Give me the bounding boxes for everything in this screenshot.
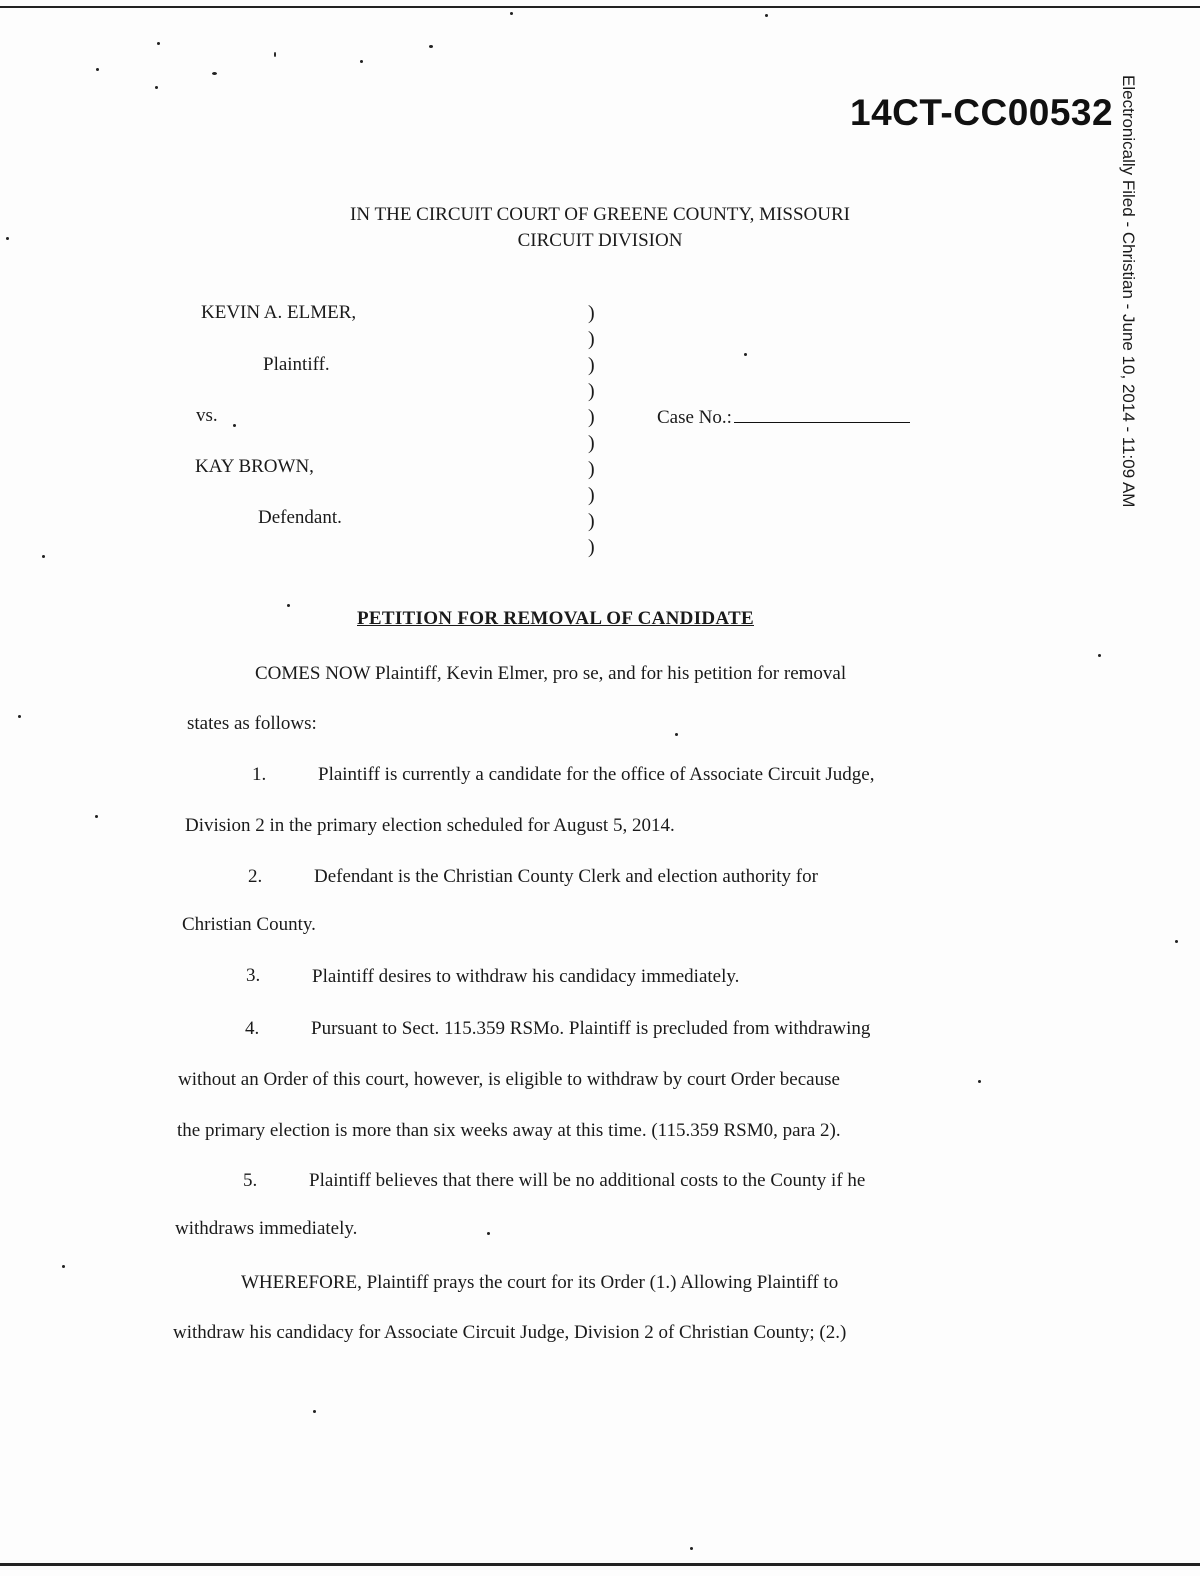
paragraph-number: 1. bbox=[252, 764, 267, 785]
versus-label: vs. bbox=[196, 405, 218, 426]
scan-speck bbox=[487, 1232, 490, 1235]
caption-parentheses: ) ) ) ) ) ) ) ) ) ) bbox=[588, 302, 595, 558]
court-heading-line1: IN THE CIRCUIT COURT OF GREENE COUNTY, MISSOURI bbox=[350, 204, 850, 225]
scan-speck bbox=[675, 733, 678, 736]
scan-speck bbox=[360, 60, 363, 63]
scan-speck bbox=[233, 424, 236, 427]
case-number-field bbox=[657, 405, 910, 429]
wherefore-line2: withdraw his candidacy for Associate Circuit Judge, Division 2 of Christian County; (2.) bbox=[173, 1322, 847, 1343]
scan-speck bbox=[62, 1265, 65, 1268]
scan-speck bbox=[744, 353, 747, 356]
scan-speck bbox=[96, 68, 99, 71]
top-scan-rule bbox=[0, 6, 1200, 8]
scan-speck bbox=[1175, 940, 1178, 943]
intro-line2: states as follows: bbox=[187, 713, 317, 734]
paragraph-number: 5. bbox=[243, 1170, 258, 1191]
document-title: PETITION FOR REMOVAL OF CANDIDATE bbox=[357, 608, 754, 629]
intro-line1: COMES NOW Plaintiff, Kevin Elmer, pro se, and for his petition for removal bbox=[255, 663, 847, 684]
scan-speck bbox=[212, 72, 217, 75]
bottom-scan-rule bbox=[0, 1563, 1200, 1566]
paragraph-text: Plaintiff believes that there will be no additional costs to the County if he bbox=[309, 1170, 866, 1191]
court-heading-line2: CIRCUIT DIVISION bbox=[517, 230, 683, 251]
case-no-label: Case No.: bbox=[657, 407, 732, 428]
scan-speck bbox=[155, 86, 158, 89]
scan-speck bbox=[429, 45, 433, 48]
scan-speck bbox=[313, 1410, 316, 1413]
paragraph-text: Plaintiff desires to withdraw his candidacy immediately. bbox=[312, 966, 740, 987]
paragraph-text: withdraws immediately. bbox=[175, 1218, 358, 1239]
paragraph-text: Division 2 in the primary election scheduled for August 5, 2014. bbox=[185, 815, 675, 836]
scan-speck bbox=[978, 1080, 981, 1083]
electronic-filing-stamp: Electronically Filed - Christian - June 10, 2014 - 11:09 AM bbox=[1119, 75, 1138, 508]
paragraph-text: Pursuant to Sect. 115.359 RSMo. Plaintiff is precluded from withdrawing bbox=[311, 1018, 871, 1039]
scan-speck bbox=[274, 52, 276, 57]
plaintiff-name: KEVIN A. ELMER, bbox=[201, 302, 357, 323]
court-heading bbox=[300, 202, 900, 254]
case-no-blank-line bbox=[734, 405, 910, 423]
paragraph-text: without an Order of this court, however, is eligible to withdraw by court Order because bbox=[178, 1069, 840, 1090]
paragraph-text: the primary election is more than six weeks away at this time. (115.359 RSM0, para 2). bbox=[177, 1120, 841, 1141]
scan-speck bbox=[510, 12, 513, 15]
scan-speck bbox=[690, 1547, 693, 1550]
scan-speck bbox=[18, 715, 21, 718]
plaintiff-role: Plaintiff. bbox=[263, 354, 330, 375]
scan-speck bbox=[6, 237, 9, 240]
scan-speck bbox=[287, 604, 290, 607]
wherefore-line1: WHEREFORE, Plaintiff prays the court for its Order (1.) Allowing Plaintiff to bbox=[241, 1272, 839, 1293]
scan-speck bbox=[42, 555, 45, 558]
scan-speck bbox=[1098, 654, 1101, 657]
paragraph-text: Christian County. bbox=[182, 914, 316, 935]
paragraph-text: Plaintiff is currently a candidate for the office of Associate Circuit Judge, bbox=[318, 764, 875, 785]
scan-speck bbox=[157, 42, 160, 45]
paragraph-number: 3. bbox=[246, 965, 261, 986]
paragraph-number: 4. bbox=[245, 1018, 260, 1039]
defendant-role: Defendant. bbox=[258, 507, 342, 528]
case-number-stamp: 14CT-CC00532 bbox=[850, 92, 1114, 133]
paragraph-number: 2. bbox=[248, 866, 263, 887]
paragraph-text: Defendant is the Christian County Clerk and election authority for bbox=[314, 866, 818, 887]
scan-speck bbox=[95, 815, 98, 818]
defendant-name: KAY BROWN, bbox=[195, 456, 314, 477]
scan-speck bbox=[765, 14, 768, 17]
